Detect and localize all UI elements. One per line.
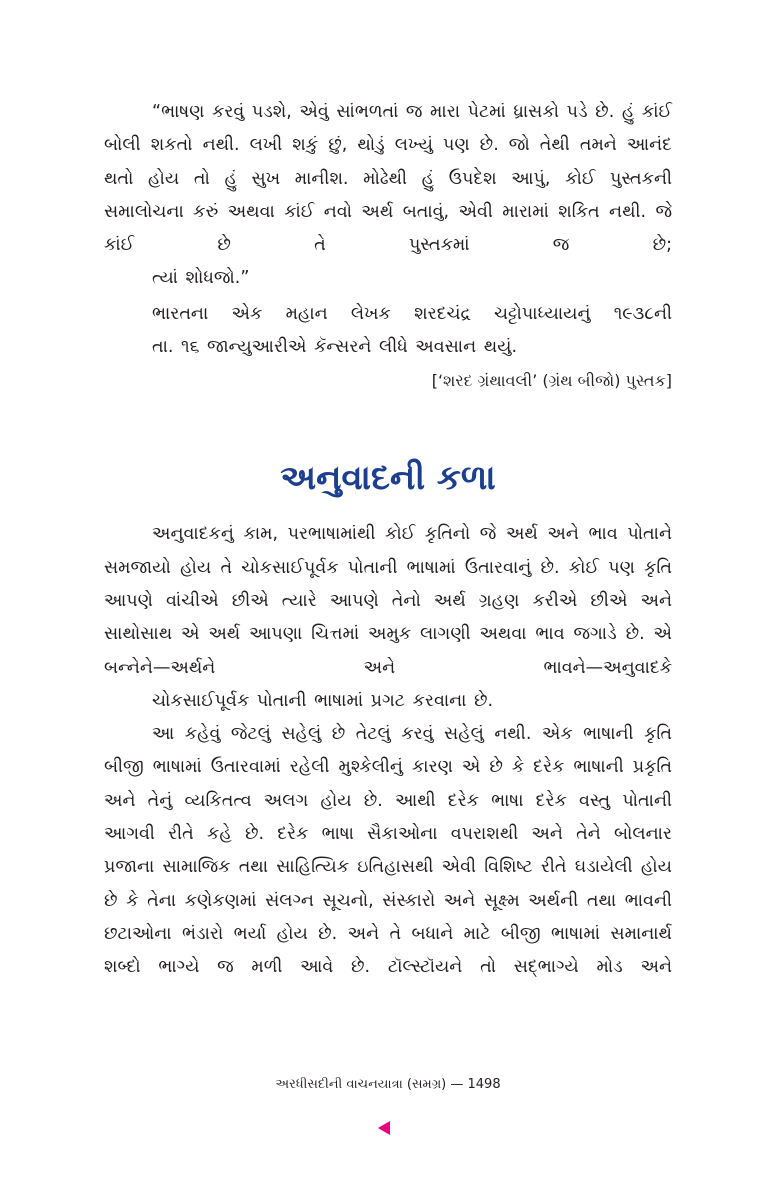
quote-paragraph xyxy=(104,96,672,296)
body-last-line: ચોકસાઈપૂર્વક પોતાની ભાષામાં પ્રગટ કરવાના છે. xyxy=(152,690,494,711)
quote-line: પડે છે. હું કાંઈ બોલી શકતો નથી. લખી શકું છું, થોડું લખ્યું પણ xyxy=(104,102,672,156)
quote-line: “ભાષણ કરવું પડશે, એવું સાંભળતાં જ મારા પેટમાં ધ્રાસકો xyxy=(152,102,560,122)
body-paragraph-1 xyxy=(104,518,672,718)
page-content xyxy=(104,96,672,985)
body-line: ભંડારો ભર્યા હોય છે. અને તે બધાને માટે બીજી ભાષામાં સમાનાર્થ xyxy=(181,923,672,944)
page-title: અનુવાદની કળા xyxy=(280,458,496,499)
page-footer: અરધીસદીની વાચનયાત્રા (સમગ્ર) — 1498 xyxy=(275,1077,501,1092)
body-line: અથવા ભાવ જગાડે છે. એ બન્નેને—અર્થને અને ભાવને—અનુવાદકે xyxy=(104,624,672,678)
quote-line: બતાવું, એવી મારામાં શકિત નથી. જે કાંઈ છે તે પુસ્તકમાં જ છે; xyxy=(104,201,672,256)
body-line: સંલગ્ન સૂચનો, સંસ્કારો અને સૂક્ષ્મ અર્થની તથા ભાવની છટાઓના xyxy=(104,890,672,944)
note-last-line: તા. ૧૬ જાન્યુઆરીએ કૅન્સરને લીધે અવસાન થયું. xyxy=(152,337,518,358)
previous-page-arrow-icon[interactable] xyxy=(378,1121,390,1135)
body-line: શબ્દો ભાગ્યે જ મળી આવે છે. ટૉલ્સ્ટૉયને તો સદ્ભાગ્યે મોડ અને xyxy=(104,957,672,978)
body-line: કોઈ પણ કૃતિ આપણે વાંચીએ છીએ ત્યારે આપણે તેનો અર્થ ગ્રહણ xyxy=(104,557,672,611)
body-line: દરેક વસ્તુ પોતાની આગવી રીતે કહે છે. દરેક ભાષા સૈકાઓના xyxy=(104,790,672,845)
author-note-paragraph xyxy=(104,298,672,365)
body-paragraph-2 xyxy=(104,718,672,984)
quote-line: છે. જો તેથી તમને આનંદ થતો હોય તો હું સુખ માનીશ. મોઢેથી હું xyxy=(104,135,672,189)
body-line: ઇતિહાસથી એવી વિશિષ્ટ રીતે ઘડાયેલી હોય છે કે તેના કણેકણમાં xyxy=(104,857,672,911)
source-citation: [‘શરદ ગ્રંથાવલી’ (ગ્રંથ બીજો) પુસ્તક] xyxy=(431,371,672,391)
body-line: પોતાને સમજાયો હોય તે ચોકસાઈપૂર્વક પોતાની ભાષામાં ઉતારવાનું છે. xyxy=(104,524,672,578)
note-line: ભારતના એક મહાન લેખક શરદચંદ્ર ચટ્ટોપાધ્યાયનું ૧૯૩૮ની xyxy=(152,303,672,324)
quote-last-line: ત્યાં શોધજો.” xyxy=(152,268,250,289)
quote-line: ઉપદેશ આપું, કોઈ પુસ્તકની સમાલોચના કરું અથવા કાંઈ નવો અર્થ xyxy=(104,168,672,222)
body-line: વપરાશથી અને તેને બોલનાર પ્રજાના સામાજિક તથા સાહિત્યિક xyxy=(104,824,672,878)
body-line: કરીએ છીએ અને સાથોસાથ એ અર્થ આપણા ચિત્તમાં અમુક લાગણી xyxy=(104,590,672,645)
body-line: ભાષાની પ્રકૃતિ અને તેનું વ્યકિતત્વ અલગ હોય છે. આથી દરેક ભાષા xyxy=(104,757,672,811)
body-line: અનુવાદકનું કામ, પરભાષામાંથી કોઈ કૃતિનો જે અર્થ અને ભાવ xyxy=(152,524,618,545)
body-line: આ કહેવું જેટલું સહેલું છે તેટલું કરવું સહેલું નથી. એક ભાષાની xyxy=(152,724,634,745)
body-line: કૃતિ બીજી ભાષામાં ઉતારવામાં રહેલી મુશ્કેલીનું કારણ એ છે કે દરેક xyxy=(104,724,672,778)
